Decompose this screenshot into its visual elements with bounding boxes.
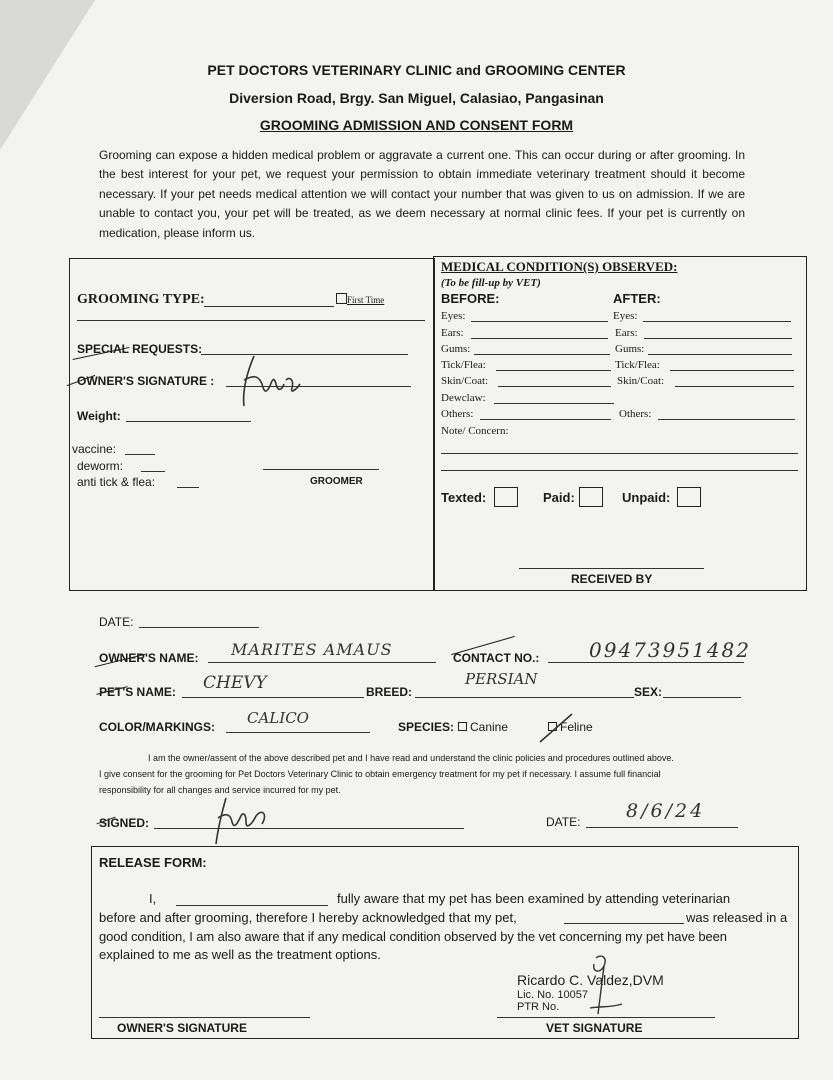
before-gums: Gums: — [441, 343, 471, 355]
clinic-address: Diversion Road, Brgy. San Miguel, Calasiao, Pangasinan — [229, 90, 604, 106]
vet-name-stamp: Ricardo C. Valdez,DVM — [517, 972, 664, 988]
pet-name-field[interactable] — [182, 697, 364, 698]
vet-signature-scribble — [560, 952, 650, 1018]
contact-value: 09473951482 — [589, 638, 751, 662]
release-pet-field[interactable] — [564, 923, 684, 924]
paid-checkbox[interactable] — [579, 487, 603, 507]
after-tick-field[interactable] — [670, 370, 794, 371]
paid-label: Paid: — [543, 490, 575, 505]
consent-date-field[interactable] — [586, 827, 738, 828]
before-tick-field[interactable] — [496, 370, 611, 371]
before-others: Others: — [441, 408, 474, 420]
date-field[interactable] — [139, 627, 259, 628]
groomer-label: GROOMER — [310, 476, 363, 487]
received-by-label: RECEIVED BY — [571, 572, 653, 586]
owner-signature-release-label: OWNER'S SIGNATURE — [117, 1021, 247, 1035]
grooming-type-field[interactable] — [204, 306, 334, 307]
owner-signature-release-line[interactable] — [99, 1017, 310, 1018]
signed-field[interactable] — [154, 828, 464, 829]
after-eyes-field[interactable] — [643, 321, 791, 322]
vet-ptr-stamp: PTR No. — [517, 1001, 560, 1013]
breed-label: BREED: — [366, 685, 413, 699]
after-label: AFTER: — [613, 291, 661, 306]
color-label: COLOR/MARKINGS: — [99, 720, 215, 734]
note-label: Note/ Concern: — [441, 425, 509, 437]
after-gums: Gums: — [615, 343, 645, 355]
clinic-name: PET DOCTORS VETERINARY CLINIC and GROOMING CENTER — [207, 62, 626, 78]
before-dewclaw: Dewclaw: — [441, 392, 486, 404]
date-label: DATE: — [99, 615, 134, 629]
medical-subtitle: (To be fill-up by VET) — [441, 277, 541, 289]
color-value: CALICO — [247, 709, 309, 727]
owner-signature-label: OWNER'S SIGNATURE : — [77, 374, 215, 388]
breed-value: PERSIAN — [465, 670, 538, 688]
before-eyes-field[interactable] — [471, 321, 608, 322]
signed-label: SIGNED: — [99, 816, 150, 830]
anti-tick-label: anti tick & flea: — [77, 475, 156, 489]
owner-name-label: OWNER'S NAME: — [99, 651, 199, 665]
vaccine-label: vaccine: — [72, 442, 117, 456]
medical-section — [433, 256, 807, 591]
unpaid-checkbox[interactable] — [677, 487, 701, 507]
pet-name-value: CHEVY — [203, 673, 267, 693]
release-text-4: explained to me as well as the treatment options. — [99, 947, 381, 962]
before-ears-field[interactable] — [471, 338, 608, 339]
species-label: SPECIES: — [398, 720, 455, 734]
after-ears-field[interactable] — [644, 338, 792, 339]
feline-check-mark — [536, 712, 576, 746]
after-gums-field[interactable] — [648, 354, 792, 355]
consent-line-3: responsibility for all changes and service incurred for my pet. — [99, 785, 341, 795]
weight-label: Weight: — [77, 409, 121, 423]
release-text-1: fully aware that my pet has been examined by attending veterinarian — [337, 891, 731, 906]
before-gums-field[interactable] — [474, 354, 610, 355]
before-skin-field[interactable] — [498, 386, 611, 387]
before-others-field[interactable] — [480, 419, 611, 420]
before-skin: Skin/Coat: — [441, 375, 489, 387]
owner-name-value: MARITES AMAUS — [231, 640, 393, 659]
after-skin: Skin/Coat: — [617, 375, 665, 387]
deworm-field[interactable] — [141, 471, 165, 472]
groomer-signature-line[interactable] — [263, 469, 379, 470]
first-time-checkbox[interactable] — [336, 293, 347, 304]
weight-field[interactable] — [126, 421, 251, 422]
after-eyes: Eyes: — [613, 310, 638, 322]
before-dewclaw-field[interactable] — [494, 403, 614, 404]
canine-checkbox[interactable] — [458, 722, 467, 731]
anti-tick-field[interactable] — [177, 487, 199, 488]
texted-checkbox[interactable] — [494, 487, 518, 507]
release-text-2b: was released in a — [686, 910, 788, 925]
before-tick: Tick/Flea: — [441, 359, 486, 371]
before-eyes: Eyes: — [441, 310, 466, 322]
sex-label: SEX: — [634, 685, 663, 699]
release-name-field[interactable] — [176, 905, 328, 906]
vaccine-field[interactable] — [125, 454, 155, 455]
sex-field[interactable] — [663, 697, 741, 698]
color-field[interactable] — [226, 732, 370, 733]
note-line-1[interactable] — [441, 453, 798, 454]
vet-signature-label: VET SIGNATURE — [546, 1021, 643, 1035]
consent-date-value: 8/6/24 — [626, 800, 706, 822]
canine-label: Canine — [470, 720, 509, 734]
pet-name-label: PET'S NAME: — [99, 685, 176, 699]
consent-line-2: I give consent for the grooming for Pet Doctors Veterinary Clinic to obtain emergency treatment for my pet if necessary. I assume full financial — [99, 769, 661, 779]
release-text-3: good condition, I am also aware that if any medical condition observed by the vet concerning my pet have been — [99, 929, 727, 944]
consent-line-1: I am the owner/assent of the above described pet and I have read and understand the clinic policies and procedures outlined above. — [148, 753, 674, 763]
release-title: RELEASE FORM: — [99, 855, 207, 870]
intro-paragraph: Grooming can expose a hidden medical problem or aggravate a current one. This can occur during or after grooming. In the best interest for your pet, we request your permission to obtain immediate veterinary treatment should it become necessary. If your pet needs medical attention we will contact your number that was given to us on admission. If we are unable to contact you, your pet will be treated, as we deem necessary at normal clinic fees. If your pet is currently on medication, please inform us. — [99, 148, 745, 240]
texted-label: Texted: — [441, 490, 487, 505]
release-text-2a: before and after grooming, therefore I hereby acknowledged that my pet, — [99, 910, 517, 925]
deworm-label: deworm: — [77, 459, 124, 473]
received-by-line[interactable] — [519, 568, 704, 569]
unpaid-label: Unpaid: — [622, 490, 671, 505]
vet-signature-line[interactable] — [497, 1017, 715, 1018]
after-others: Others: — [619, 408, 652, 420]
before-label: BEFORE: — [441, 291, 500, 306]
consent-signature-scribble — [212, 794, 282, 850]
contact-label: CONTACT NO.: — [453, 651, 540, 665]
feline-label: Feline — [560, 720, 593, 734]
note-line-2[interactable] — [441, 470, 798, 471]
first-time-label: First Time — [347, 295, 385, 305]
before-ears: Ears: — [441, 327, 464, 339]
contact-field[interactable] — [548, 662, 744, 663]
after-skin-field[interactable] — [675, 386, 794, 387]
grooming-type-field-2[interactable] — [77, 320, 425, 321]
breed-field[interactable] — [415, 697, 634, 698]
after-ears: Ears: — [615, 327, 638, 339]
vet-license-stamp: Lic. No. 10057 — [517, 989, 588, 1001]
after-others-field[interactable] — [658, 419, 795, 420]
grooming-type-label: GROOMING TYPE: — [77, 292, 205, 307]
owner-signature-scribble — [236, 350, 306, 410]
after-tick: Tick/Flea: — [615, 359, 660, 371]
consent-date-label: DATE: — [546, 815, 581, 829]
owner-name-field[interactable] — [208, 662, 436, 663]
form-title: GROOMING ADMISSION AND CONSENT FORM — [259, 117, 574, 133]
medical-title: MEDICAL CONDITION(S) OBSERVED: — [441, 259, 678, 274]
release-i: I, — [149, 891, 157, 906]
special-requests-label: SPECIAL REQUESTS: — [77, 342, 203, 356]
